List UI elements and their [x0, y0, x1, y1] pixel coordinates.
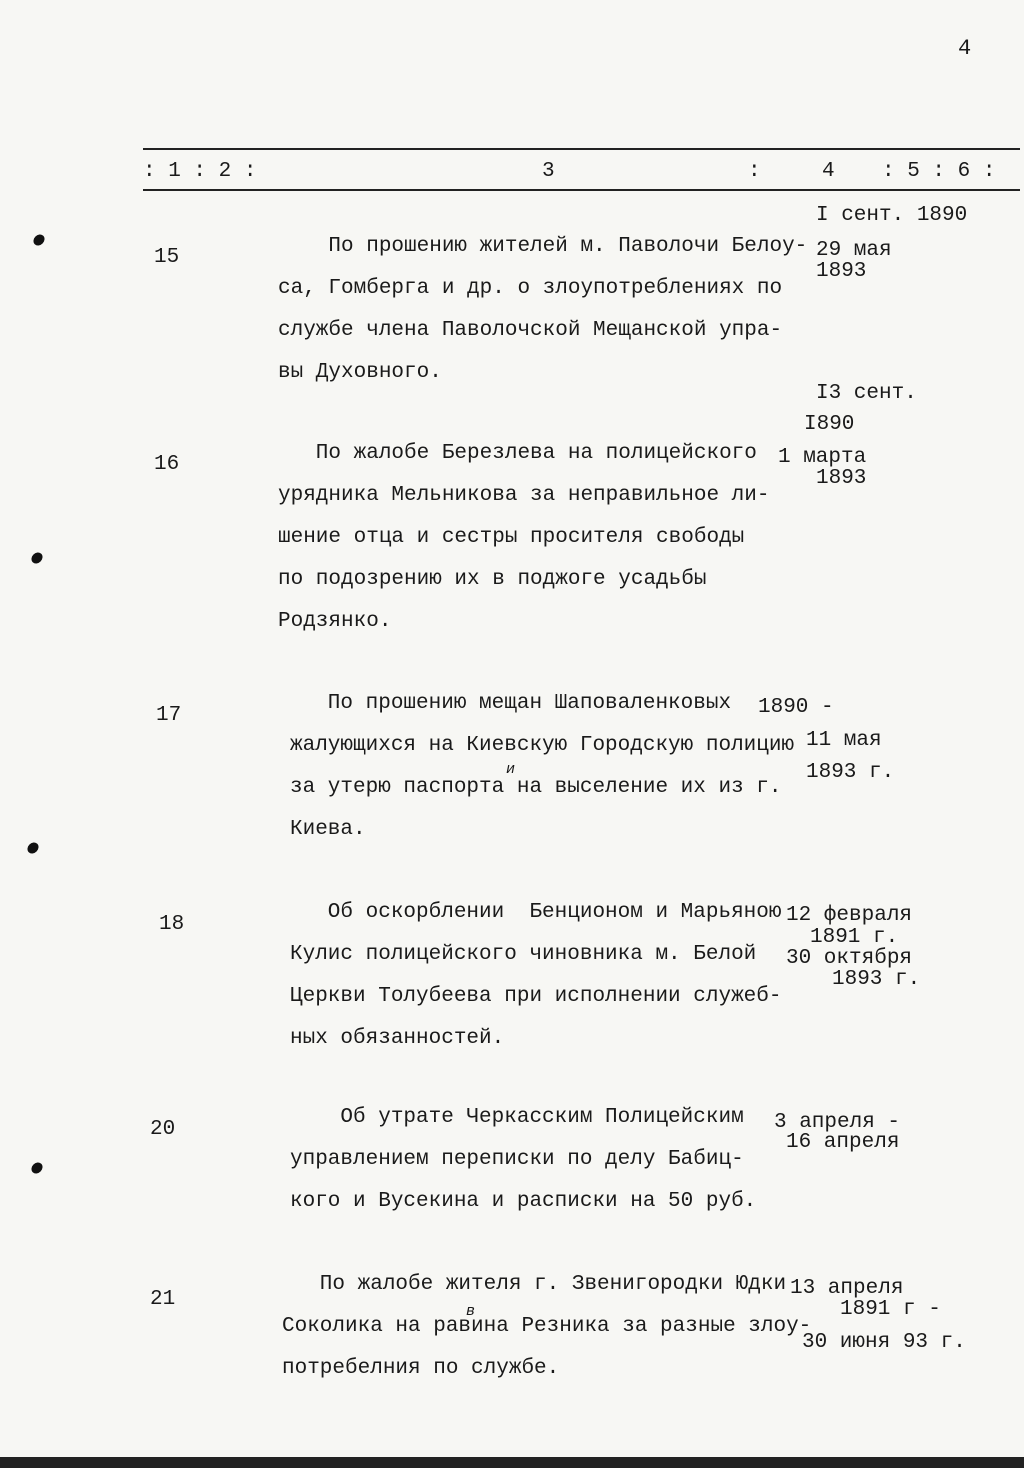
header-rule-bottom: [143, 189, 1020, 191]
entry-line: Родзянко.: [278, 610, 392, 633]
header-col-4: 4: [822, 160, 835, 183]
punch-hole: [31, 232, 47, 248]
entry-line: Об оскорблении Бенционом и Марьяною: [290, 901, 782, 924]
entry-line: ных обязанностей.: [290, 1027, 505, 1050]
entry-line: Киева.: [290, 818, 366, 841]
entry-line: По жалобе Березлева на полицейского: [278, 442, 757, 465]
entry-number: 17: [156, 704, 182, 727]
punch-hole: [25, 840, 41, 856]
entry-date: 3 апреля -: [774, 1111, 901, 1134]
entry-line: кого и Вусекина и расписки на 50 руб.: [290, 1190, 757, 1213]
entry-date: I3 сент.: [816, 382, 917, 405]
entry-date: I сент. 1890: [816, 204, 968, 227]
entry-date: I890: [804, 413, 855, 436]
entry-date: 1893: [816, 260, 867, 283]
entry-text: [290, 892, 810, 1060]
entry-line: Об утрате Черкасским Полицейским: [290, 1106, 744, 1129]
entry-date: 1891 г.: [810, 926, 899, 949]
entry-date: 29 мая: [816, 239, 892, 262]
entry-line: урядника Мельникова за неправильное ли-: [278, 484, 770, 507]
entry-number: 18: [159, 913, 185, 936]
header-col-3-sep: :: [748, 160, 761, 183]
entry-date: 1 марта: [778, 446, 867, 469]
entry-date: 12 февраля: [786, 904, 913, 927]
entry-line: вы Духовного.: [278, 361, 442, 384]
entry-line: жалующихся на Киевскую Городскую полицию: [290, 734, 795, 757]
entry-line: по подозрению их в поджоге усадьбы: [278, 568, 707, 591]
punch-hole: [29, 1160, 45, 1176]
entry-line: Кулис полицейского чиновника м. Белой: [290, 943, 757, 966]
entry-line: за утерю паспорта на выселение их из г.: [290, 776, 782, 799]
header-col-3: 3: [542, 160, 555, 183]
entry-line: шение отца и сестры просителя свободы: [278, 526, 745, 549]
entry-line: Церкви Толубеева при исполнении служеб-: [290, 985, 782, 1008]
entry-number: 15: [154, 246, 180, 269]
entry-text: [282, 1264, 812, 1390]
header-col-5-6: : 5 : 6 :: [882, 160, 996, 183]
entry-date: 1891 г -: [840, 1298, 941, 1321]
entry-line: По прошению жителей м. Паволочи Белоу-: [278, 235, 808, 258]
entry-date: 13 апреля: [790, 1277, 904, 1300]
entry-date: 11 мая: [806, 729, 882, 752]
header-col-1-2: : 1 : 2 :: [143, 160, 257, 183]
entry-text: [278, 226, 808, 394]
entry-date: 30 июня 93 г.: [802, 1331, 966, 1354]
entry-date: 1893: [816, 467, 867, 490]
entry-line: По жалобе жителя г. Звенигородки Юдки: [282, 1273, 787, 1296]
entry-line: службе члена Паволочской Мещанской упра-: [278, 319, 783, 342]
header-rule-top: [143, 148, 1020, 150]
entry-line: управлением переписки по делу Бабиц-: [290, 1148, 744, 1171]
bottom-scan-edge: [0, 1457, 1024, 1468]
entry-date: 1893 г.: [806, 761, 895, 784]
entry-text: [290, 683, 810, 851]
entry-number: 16: [154, 453, 180, 476]
page-number: 4: [958, 36, 972, 61]
entry-date: 1890 -: [758, 696, 834, 719]
punch-hole: [29, 550, 45, 566]
entry-text: [278, 433, 798, 643]
handwritten-correction: и: [506, 761, 516, 778]
entry-date: 30 октября: [786, 947, 913, 970]
entry-line: По прошению мещан Шаповаленковых: [290, 692, 732, 715]
entry-line: потребелния по службе.: [282, 1357, 560, 1380]
entry-number: 20: [150, 1118, 176, 1141]
handwritten-correction: в: [466, 1303, 476, 1320]
entry-date: 1893 г.: [832, 968, 921, 991]
entry-number: 21: [150, 1288, 176, 1311]
entry-line: са, Гомберга и др. о злоупотреблениях по: [278, 277, 783, 300]
entry-line: Соколика на равина Резника за разные злоу-: [282, 1315, 812, 1338]
entry-text: [290, 1097, 810, 1223]
entry-date: 16 апреля: [786, 1131, 900, 1154]
